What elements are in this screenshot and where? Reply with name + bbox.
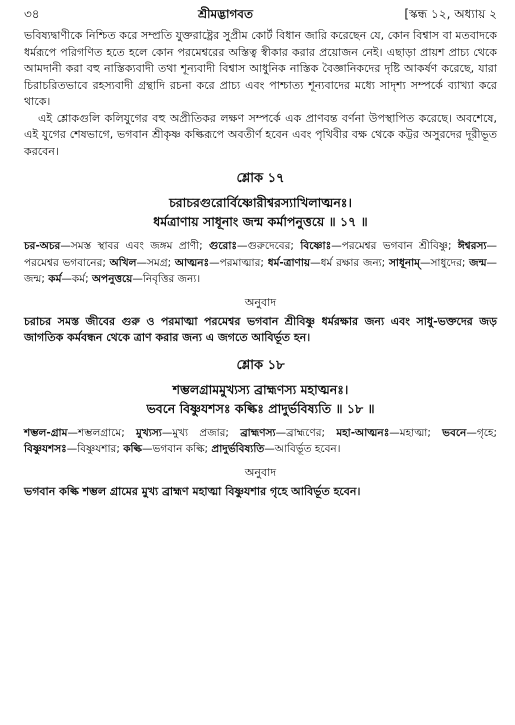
- page-number: ৩৪: [24, 7, 40, 21]
- verse-17-line-1: চরাচরগুরোর্বিষ্ণোরীশ্বরস্যাখিলাত্মনঃ।: [169, 195, 352, 210]
- synonym-term: ধর্ম-ত্রাণায়: [267, 256, 311, 269]
- verse-18-line-1: শম্ভলগ্রামমুখ্যস্য ব্রাহ্মণস্য মহাত্মনঃ।: [172, 381, 349, 397]
- synonym-meaning: —সমস্ত স্থাবর এবং জঙ্গম প্রাণী;: [60, 240, 210, 252]
- synonym-meaning: —বিষ্ণুযশার;: [66, 443, 124, 455]
- synonym-term: গুরোঃ: [209, 240, 237, 252]
- synonym-term: সাধূনাম্: [388, 256, 420, 269]
- synonym-meaning: —জন্ম;: [24, 256, 498, 285]
- synonym-meaning: —নিবৃত্তির জন্য।: [132, 273, 201, 285]
- synonym-term: ঈশ্বরস্য: [457, 240, 487, 252]
- verse-18-translation-label: অনুবাদ: [244, 465, 277, 479]
- verse-17-translation: চরাচর সমস্ত জীবের গুরু ও পরমাত্মা পরমেশ্বর ভগবান শ্রীবিষ্ণু ধর্মরক্ষার জন্য এবং সাধু-ভক্তদের জড় জাগতিক কর্মবন্ধন থেকে ত্রাণ করার জন্য এ জগতে আবির্ভূত হন।: [24, 314, 497, 344]
- synonym-meaning: —শম্ভলগ্রামে;: [67, 426, 137, 439]
- synonym-meaning: —ধর্ম রক্ষার জন্য;: [310, 256, 389, 269]
- synonym-meaning: —সাধুদের;: [419, 256, 470, 269]
- purport-paragraph-2: এই শ্লোকগুলি কলিযুগের বহু অপ্রীতিকর লক্ষণ সম্পর্কে এক প্রাণবন্ত বর্ণনা উপস্থাপিত করেছে। অবশেষে, এই যুগের শেষভাগে, ভগবান শ্রীকৃষ্ণ কল্কিরূপে অবতীর্ণ হবেন এবং পৃথিবীর বক্ষ থেকে কট্টর অসুরদের দূরীভূত করবেন।: [24, 111, 497, 158]
- synonym-meaning: —ব্রাহ্মণের;: [275, 426, 337, 439]
- synonym-term: ভবনে: [442, 426, 467, 439]
- book-title: শ্রীমদ্ভাগবত: [197, 7, 253, 21]
- synonym-meaning: —আবির্ভূত হবেন।: [264, 443, 341, 455]
- synonym-meaning: —মুখ্য প্রজার;: [161, 426, 241, 439]
- synonym-term: জন্ম: [469, 256, 487, 269]
- verse-18-line-2: ভবনে বিষ্ণুযশসঃ কল্কিঃ প্রাদুর্ভবিষ্যতি ॥ ১৮ ॥: [146, 400, 375, 416]
- verse-17-line-2: ধর্মত্রাণায় সাধূনাং জন্ম কর্মাপনুত্তয়ে ॥ ১৭ ॥: [153, 214, 368, 229]
- synonym-term: ব্রাহ্মণস্য: [240, 426, 276, 439]
- synonym-meaning: —সমগ্র;: [136, 256, 175, 269]
- verse-18-synonyms: [24, 425, 497, 458]
- synonym-term: মহা-আত্মনঃ: [336, 426, 390, 439]
- synonym-term: বিষ্ণুযশসঃ: [24, 443, 67, 455]
- synonym-meaning: —পরমাত্মার;: [209, 256, 268, 269]
- synonym-meaning: —পরমেশ্বর ভগবানের;: [24, 240, 497, 269]
- synonym-term: অপনুত্তয়ে: [91, 273, 133, 285]
- synonym-term: বিষ্ণোঃ: [300, 240, 332, 252]
- synonym-meaning: —মহাত্মা;: [389, 426, 443, 439]
- synonym-meaning: —ভগবান কল্কি;: [142, 443, 212, 455]
- synonym-term: কল্কি: [123, 443, 143, 455]
- synonym-meaning: —গুরুদেবের;: [236, 240, 301, 252]
- verse-17-translation-label: অনুবাদ: [244, 295, 277, 309]
- purport-paragraph-1: ভবিষ্যদ্বাণীকে নিশ্চিত করে সম্প্রতি যুক্তরাষ্ট্রের সুপ্রীম কোর্ট বিধান জারি করেছেন যে, কোন বিশ্বাস বা মতবাদকে ধর্মরূপে পরিগণিত হতে হলে কোন পরমেশ্বরের অস্তিত্ব স্বীকার করার প্রয়োজন নেই। এছাড়া প্রায়শ প্রাচ্য থেকে আমদানী করা বহু নাস্তিক্যবাদী তথা শূন্যবাদী বিশ্বাস আধুনিক নাস্তিক বৈজ্ঞানিকদের দৃষ্টি আকর্ষণ করেছে, যারা চিরাচরিতভাবে রহস্যবাদী গ্রন্থাদি রচনা করে প্রাচ্য এবং পাশ্চাত্য শূন্যবাদের মধ্যে সাদৃশ্য সম্পর্কে ব্যাখ্যা করে থাকে।: [24, 29, 497, 108]
- running-header: [24, 6, 497, 28]
- synonym-term: মুখ্যস্য: [136, 426, 162, 439]
- synonym-term: প্রাদুর্ভবিষ্যতি: [211, 443, 265, 455]
- verse-17-synonyms: [24, 238, 497, 288]
- section-reference: [স্কন্ধ ১২, অধ্যায় ২: [404, 7, 497, 21]
- synonym-term: আত্মনঃ: [174, 256, 210, 269]
- synonym-term: শম্ভল-গ্রাম: [24, 426, 68, 439]
- synonym-term: চর-অচর: [24, 240, 61, 252]
- verse-18-translation: ভগবান কল্কি শম্ভল গ্রামের মুখ্য ব্রাহ্মণ মহাত্মা বিষ্ণুযশার গৃহে আবির্ভূত হবেন।: [24, 484, 361, 498]
- synonym-meaning: —গৃহে;: [466, 426, 497, 439]
- synonym-term: কর্ম: [48, 273, 62, 285]
- synonym-term: অখিল: [109, 256, 137, 269]
- synonym-meaning: —পরমেশ্বর ভগবান শ্রীবিষ্ণু;: [331, 240, 458, 252]
- verse-17-title: শ্লোক ১৭: [236, 171, 285, 186]
- verse-18-title: শ্লোক ১৮: [236, 357, 285, 373]
- synonym-meaning: —কর্ম;: [61, 273, 92, 285]
